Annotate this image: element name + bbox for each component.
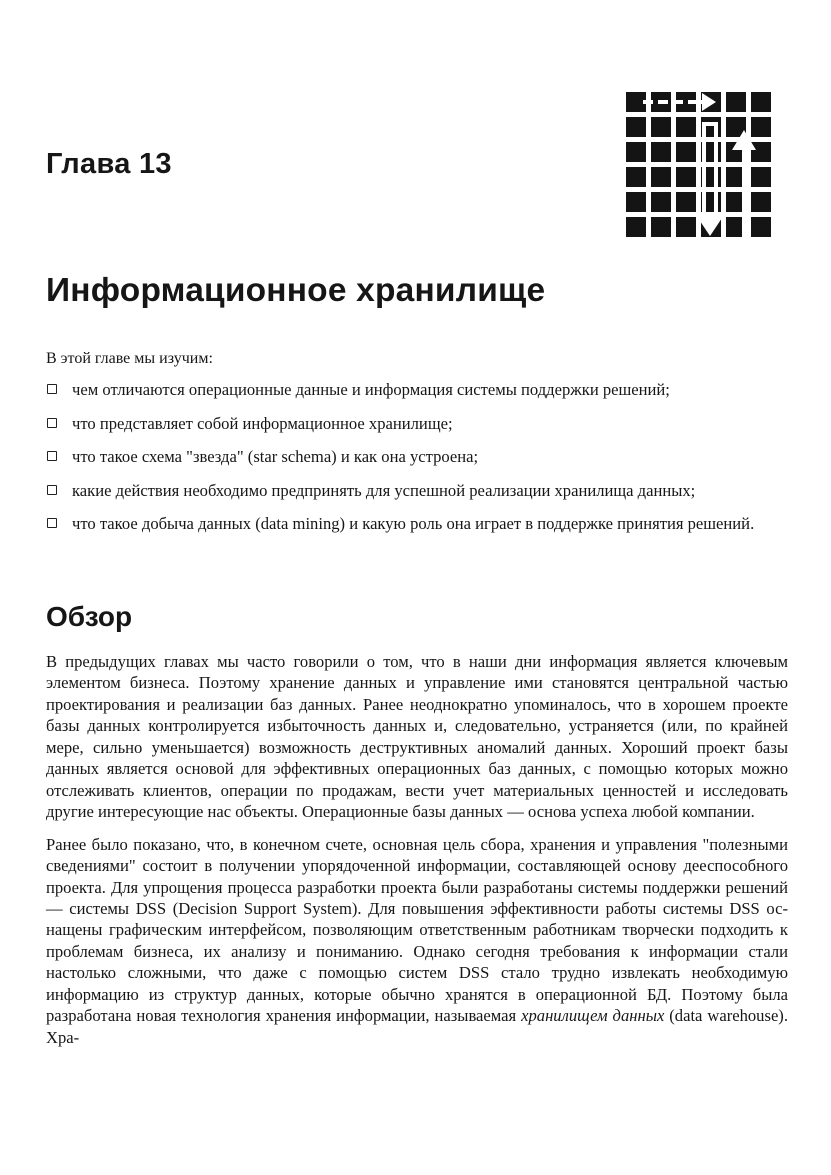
chapter-label: Глава 13	[46, 148, 172, 180]
paragraph: В предыдущих главах мы часто говорили о том, что в наши дни информация является ключевым элементом бизнеса. Поэтому хранение данных и управление ими становятся центральной частью проектирования и реализации баз данных. Ранее неоднократно упоминалось, что в хорошем проекте базы данных контролируется избыточность данных и, следовательно, устраняется (или, по крайней мере, сильно уменьшается) возможность деструктивных аномалий данных. Хороший проект базы данных является основой для эффективных операционных баз данных, с помощью которых можно отслеживать клиентов, операции по продажам, вести учет материальных ценностей и исследовать другие интересующие нас объекты. Операционные базы данных — основа успеха любой компании.	[46, 652, 788, 822]
grid-arrows-icon	[626, 92, 772, 238]
list-item: что такое схема "звезда" (star schema) и как она устроена;	[46, 446, 788, 468]
paragraph: Ранее было показано, что, в конечном счете, основная цель сбора, хранения и управления "полезными сведениями" состоит в получении упорядоченной информации, составляющей основу дееспособного проекта. Для упрощения процесса разработки проекта были разработаны системы поддержки решений — системы DSS (Decision Support System). Для повышения эффективности работы системы DSS оснащены графическим интерфейсом, позволяющим ответственным работникам творчески подходить к проблемам бизнеса, их анализу и пониманию. Однако сегодня требования к информации стали настолько сложными, что даже с помощью систем DSS стало трудно извлекать необходимую информацию из структур данных, которые обычно хранятся в операционной БД. Поэтому была разработана новая технология хранения информации, называемая хранилищем данных (data warehouse). Хра-	[46, 834, 788, 1047]
checkbox-bullet-icon	[47, 384, 57, 394]
list-item: что представляет собой информационное хранилище;	[46, 413, 788, 435]
checkbox-bullet-icon	[47, 518, 57, 528]
section-title: Обзор	[46, 601, 133, 632]
body-text	[46, 651, 788, 1059]
emphasized-term: хранилищем данных	[521, 1006, 665, 1026]
list-item: чем отличаются операционные данные и информация системы поддержки решений;	[46, 379, 788, 401]
chapter-title: Информационное хранилище	[46, 272, 546, 309]
list-item: что такое добыча данных (data mining) и какую роль она играет в поддержке принятия решений.	[46, 513, 788, 535]
intro-lead: В этой главе мы изучим:	[46, 350, 213, 367]
objectives-list	[46, 379, 788, 547]
checkbox-bullet-icon	[47, 418, 57, 428]
checkbox-bullet-icon	[47, 485, 57, 495]
checkbox-bullet-icon	[47, 451, 57, 461]
list-item: какие действия необходимо предпринять для успешной реализации хранилища данных;	[46, 480, 788, 502]
